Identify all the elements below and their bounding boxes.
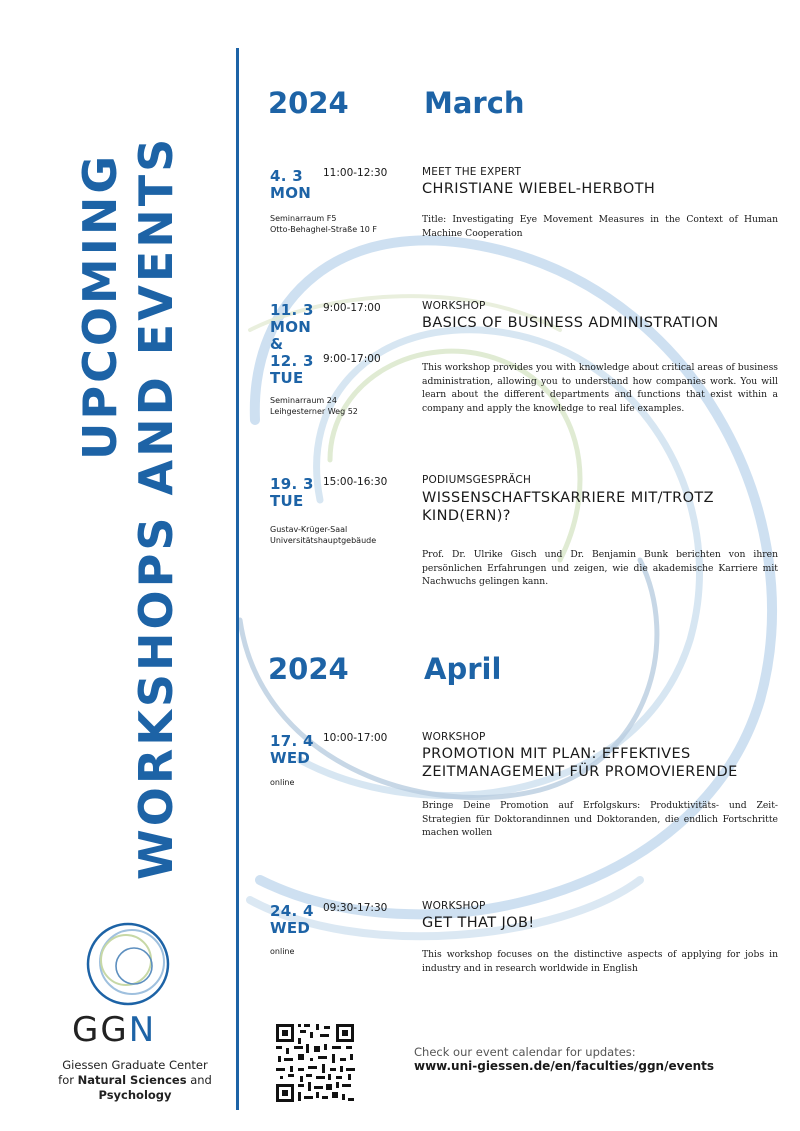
event-date: 17. 4 bbox=[270, 732, 314, 750]
event-title: CHRISTIANE WIEBEL-HERBOTH bbox=[422, 181, 656, 197]
event-date: 24. 4 bbox=[270, 902, 314, 920]
event-day: WED bbox=[270, 919, 311, 937]
event-category: PODIUMSGESPRÄCH bbox=[422, 474, 532, 486]
event-time: 9:00-17:00 bbox=[323, 302, 381, 314]
ggn-logo-subtitle: Giessen Graduate Center for Natural Sciences and Psychology bbox=[58, 1058, 212, 1102]
month-heading-march: March bbox=[424, 86, 525, 120]
event-day-second: TUE bbox=[270, 369, 304, 387]
event-location-address: Universitätshauptgebäude bbox=[270, 536, 377, 545]
vertical-page-title bbox=[72, 52, 182, 882]
event-location-room: Seminarraum F5 bbox=[270, 214, 337, 223]
vertical-divider bbox=[236, 48, 239, 1110]
event-date: 11. 3 bbox=[270, 301, 314, 319]
event-day: WED bbox=[270, 749, 311, 767]
event-title: PROMOTION MIT PLAN: EFFEKTIVES ZEITMANAGEMENT FÜR PROMOVIERENDE bbox=[422, 746, 738, 780]
calendar-url-link[interactable]: www.uni-giessen.de/en/faculties/ggn/events bbox=[414, 1059, 714, 1073]
event-description: This workshop provides you with knowledge about critical areas of business administration, allowing you to understand how companies work. You will learn about the different departments and functions that exist within a company and apply the knowledge to real life examples. bbox=[422, 362, 778, 414]
event-location: online bbox=[270, 778, 295, 787]
title-line-upcoming: UPCOMING bbox=[73, 152, 127, 460]
event-category: MEET THE EXPERT bbox=[422, 166, 522, 178]
event-description: Title: Investigating Eye Movement Measures in the Context of Human Machine Cooperation bbox=[422, 214, 778, 239]
event-time: 10:00-17:00 bbox=[323, 732, 388, 744]
event-description: Prof. Dr. Ulrike Gisch und Dr. Benjamin Bunk berichten von ihren persönlichen Erfahrungen und zeigen, wie die akademische Karriere mit Nachwuchs gelingen kann. bbox=[422, 549, 778, 587]
event-title: BASICS OF BUSINESS ADMINISTRATION bbox=[422, 315, 719, 331]
event-location-room: Seminarraum 24 bbox=[270, 396, 337, 405]
ggn-logo-letters: GGN bbox=[72, 1010, 157, 1050]
event-time: 09:30-17:30 bbox=[323, 902, 388, 914]
event-description: This workshop focuses on the distinctive aspects of applying for jobs in industry and in research worldwide in English bbox=[422, 949, 778, 974]
event-day: TUE bbox=[270, 492, 304, 510]
event-date: 4. 3 bbox=[270, 167, 303, 185]
event-time: 15:00-16:30 bbox=[323, 476, 388, 488]
event-title: WISSENSCHAFTSKARRIERE MIT/TROTZ KIND(ERN)? bbox=[422, 490, 714, 524]
event-date-second: 12. 3 bbox=[270, 352, 314, 370]
event-location-address: Leihgesterner Weg 52 bbox=[270, 407, 358, 416]
year-heading-april: 2024 bbox=[268, 652, 349, 686]
event-description: Bringe Deine Promotion auf Erfolgskurs: Produktivitäts- und Zeit-Strategien für Doktorandinnen und Doktoranden, die endlich Fortschritte machen wollen bbox=[422, 800, 778, 838]
year-heading-march: 2024 bbox=[268, 86, 349, 120]
event-category: WORKSHOP bbox=[422, 300, 486, 312]
event-category: WORKSHOP bbox=[422, 731, 486, 743]
event-category: WORKSHOP bbox=[422, 900, 486, 912]
event-day: MON bbox=[270, 318, 312, 336]
event-location: online bbox=[270, 947, 295, 956]
title-line-workshops: WORKSHOPS AND EVENTS bbox=[129, 135, 182, 880]
month-heading-april: April bbox=[424, 652, 502, 686]
calendar-note: Check our event calendar for updates: bbox=[414, 1045, 636, 1059]
event-location-address: Otto-Behaghel-Straße 10 F bbox=[270, 225, 378, 234]
event-time: 11:00-12:30 bbox=[323, 167, 388, 179]
event-title: GET THAT JOB! bbox=[422, 915, 535, 931]
event-location-room: Gustav-Krüger-Saal bbox=[270, 525, 348, 534]
ggn-logo-icon bbox=[60, 920, 200, 1012]
event-date: 19. 3 bbox=[270, 475, 314, 493]
event-time-second: 9:00-17:00 bbox=[323, 353, 381, 365]
qr-code-icon[interactable] bbox=[274, 1022, 356, 1104]
event-day: MON bbox=[270, 184, 312, 202]
event-date-joiner: & bbox=[270, 335, 284, 353]
